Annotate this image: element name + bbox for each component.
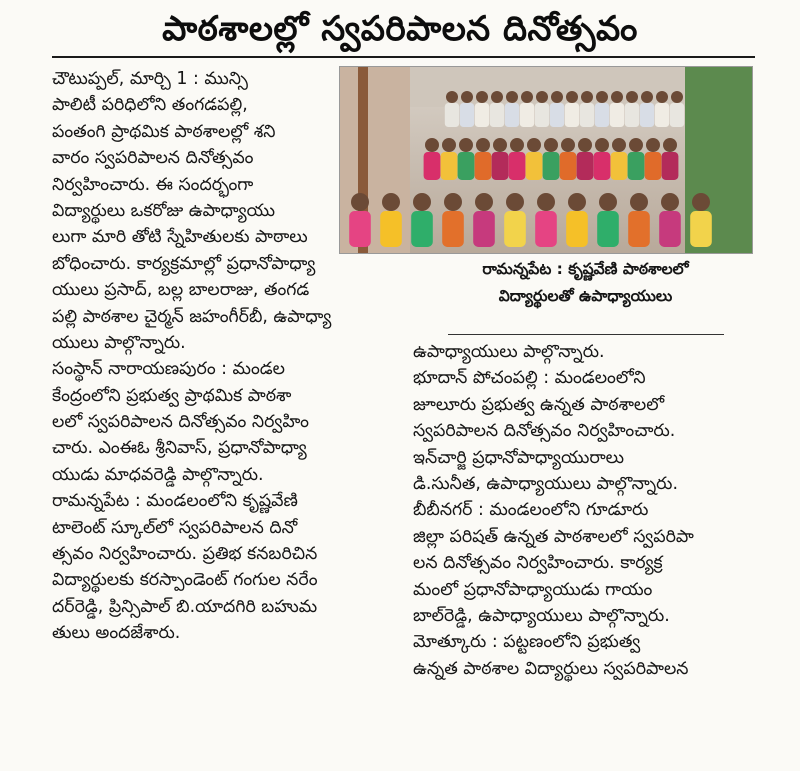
text-line: డి.సునీత, ఉపాధ్యాయులు పాల్గొన్నారు. <box>413 473 678 494</box>
text-line: జూలూరు ప్రభుత్వ ఉన్నత పాఠశాలలో <box>413 394 665 415</box>
text-line: మంలో ప్రధానోపాధ్యాయుడు గాయం <box>413 579 653 600</box>
text-line: జిల్లా పరిషత్ ఉన్నత పాఠశాలలో స్వపరిపా <box>413 526 694 547</box>
news-photo <box>339 66 753 254</box>
headline: పాఠశాలల్లో స్వపరిపాలన దినోత్సవం <box>162 9 638 49</box>
text-line: చౌటుప్పల్, మార్చి 1 : మున్సి <box>52 69 248 89</box>
text-line: దర్‌రెడ్డి, ప్రిన్సిపాల్ బి.యాదగిరి బహుమ <box>52 596 318 617</box>
text-line: మోత్కూరు : పట్టణంలోని ప్రభుత్వ <box>413 632 641 653</box>
text-line: టాలెంట్ స్కూల్‌లో స్వపరిపాలన దినో <box>52 517 298 538</box>
text-line: పాలిటీ పరిధిలోని తంగడపల్లి, <box>52 95 248 116</box>
text-line: విద్యార్థులు ఒకరోజు ఉపాధ్యాయు <box>52 200 275 221</box>
text-line: లన దినోత్సవం నిర్వహించారు. కార్యక్ర <box>413 553 663 574</box>
text-line: స్వపరిపాలన దినోత్సవం నిర్వహించారు. <box>413 421 676 442</box>
text-line: యులు పాల్గొన్నారు. <box>52 332 186 353</box>
text-line: కేంద్రంలోని ప్రభుత్వ ప్రాథమిక పాఠశా <box>52 385 292 406</box>
text-line: యులు ప్రసాద్, బల్ల బాలరాజు, తంగడ <box>52 280 310 301</box>
caption-rule <box>448 334 724 335</box>
text-line: భూదాన్ పోచంపల్లి : మండలంలోని <box>413 368 646 389</box>
text-line: లలో స్వపరిపాలన దినోత్సవం నిర్వహిం <box>52 412 309 433</box>
text-line: యుడు మాధవరెడ్డి పాల్గొన్నారు. <box>52 464 264 485</box>
text-line: బీబీనగర్ : మండలంలోని గూడూరు <box>413 500 649 521</box>
photo-caption <box>413 256 758 310</box>
group-photo-illustration <box>340 67 752 253</box>
text-line: బాల్‌రెడ్డి, ఉపాధ్యాయులు పాల్గొన్నారు. <box>413 605 670 626</box>
text-line: తులు అందజేశారు. <box>52 623 181 644</box>
caption-line-1: రామన్నపేట : కృష్ణవేణి పాఠశాలలో <box>482 260 689 278</box>
caption-line-2: విద్యార్థులతో ఉపాధ్యాయులు <box>498 287 673 305</box>
headline-rule <box>52 56 755 58</box>
text-line: బోధించారు. కార్యక్రమాల్లో ప్రధానోపాధ్యా <box>52 253 316 274</box>
text-line: ఉన్నత పాఠశాల విద్యార్థులు స్వపరిపాలన <box>413 658 689 679</box>
text-line: ఇన్‌చార్జి ప్రధానోపాధ్యాయురాలు <box>413 447 624 468</box>
text-line: పంతంగి ప్రాథమిక పాఠశాలల్లో శని <box>52 121 276 142</box>
text-line: ఉపాధ్యాయులు పాల్గొన్నారు. <box>413 342 605 362</box>
text-line: నిర్వహించారు. ఈ సందర్భంగా <box>52 174 254 195</box>
right-column <box>413 339 758 682</box>
text-line: లుగా మారి తోటి స్నేహితులకు పాఠాలు <box>52 227 308 248</box>
text-line: వారం స్వపరిపాలన దినోత్సవం <box>52 148 254 169</box>
text-line: పల్లి పాఠశాల చైర్మన్ జహంగీర్‌బీ, ఉపాధ్యా <box>52 306 332 327</box>
left-column <box>52 66 347 647</box>
text-line: రామన్నపేట : మండలంలోని కృష్ణవేణి <box>52 491 298 512</box>
text-line: విద్యార్థులకు కరస్పాండెంట్ గంగుల నరేం <box>52 570 318 591</box>
text-line: సంస్థాన్ నారాయణపురం : మండల <box>52 359 285 380</box>
text-line: చారు. ఎంఈఓ శ్రీనివాస్, ప్రధానోపాధ్యా <box>52 438 307 459</box>
text-line: త్సవం నిర్వహించారు. ప్రతిభ కనబరిచిన <box>52 544 318 565</box>
